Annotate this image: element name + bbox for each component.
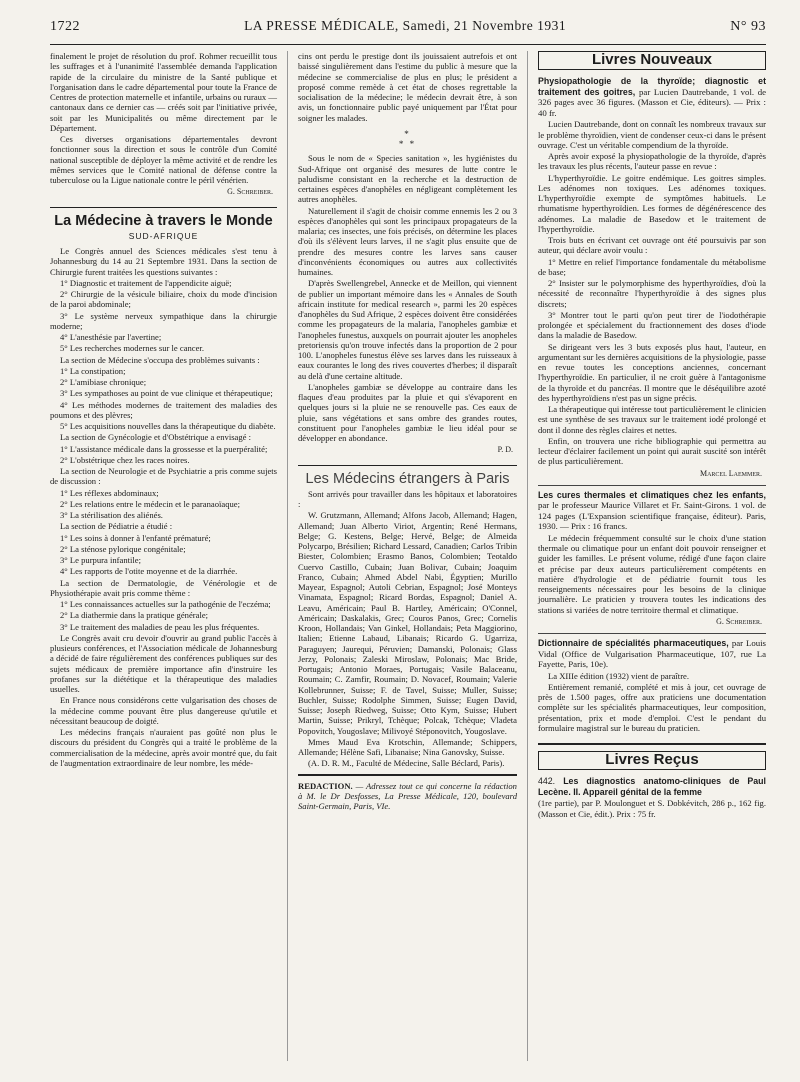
paragraph: Enfin, on trouvera une riche bibliographie qui permettra au lecteur d'éclairer facilement un point qui aurait suscité son intérêt de plus particulièrement. [538, 435, 766, 467]
column-2 [288, 51, 528, 1061]
signature: P. D. [497, 445, 513, 455]
paragraph: Ces diverses organisations départementales devront fonctionner sous la direction et sous le contrôle d'un Comité national susceptible de déployer la même activité et de rendre les mêmes services que le Comité national de défense contre la tuberculose ou la Ligue nationale contre le péril vénérien. [50, 134, 277, 185]
redaction-notice [298, 781, 517, 812]
signature: G. Schreiber. [227, 187, 273, 197]
paragraph: Le médecin fréquemment consulté sur le choix d'une station thermale ou climatique pour un enfant doit pouvoir renseigner et guider les familles. Le présent volume, rédigé d'une façon claire et précise par deux auteurs particulièrement compétents en matière d'hydrologie et de pédiatrie fournit tous les renseignements nécessaires pour les besoins de la clinique journalière. Le praticien y trouvera toutes les indications des stations si variées de notre territoire thermal et climatique. [538, 532, 766, 615]
redaction-text: — Adressez tout ce qui concerne la rédaction à M. le Dr Desfosses, La Presse Médicale, 120, boulevard Saint-Germain, Paris, VIe. [298, 780, 517, 811]
paragraph: 3° Le traitement des maladies de peau les plus fréquentes. [60, 621, 260, 632]
book-meta: par Lucien Dautrebande, 1 vol. de 326 pages avec 36 figures. (Masson et Cie, éditeurs). — Prix : 40 fr. [538, 86, 766, 118]
paragraph: Après avoir exposé la physiopathologie de la thyroïde, d'après les travaux les plus récents, l'auteur passe en revue : [538, 151, 766, 172]
paragraph: 2° La sténose pylorique congénitale; [60, 543, 186, 554]
paragraph: 3° Le purpura infantile; [60, 555, 141, 565]
paragraph: La thérapeutique qui intéresse tout particulièrement le clinicien est une synthèse de ses travaux sur le traitement iodé prolongé et dont il donne des règles claires et nettes. [538, 404, 766, 435]
paragraph: La section de Médecine s'occupa des problèmes suivants : [60, 354, 260, 365]
column-1 [50, 51, 288, 1061]
book-review-header [538, 638, 766, 670]
paragraph: 2° Les relations entre le médecin et le paranaoïaque; [60, 498, 241, 509]
paragraph: Entièrement remanié, complété et mis à jour, cet ouvrage de près de 1.500 pages, offre aux praticiens une documentation complète sur les spécialités pharmaceutiques, leur composition, présentation, prix et mode d'emploi. C'est le pendant du formulaire magistral sur le bureau du praticien. [538, 681, 766, 733]
book-meta: par le professeur Maurice Villaret et Fr. Saint-Girons. 1 vol. de 124 pages (L'Expansion scientifique française, éditeur). Paris, 1930. — Prix : 16 francs. [538, 500, 766, 532]
received-title: Les diagnostics anatomo-cliniques de Paul Lecène. II. Appareil génital de la femme [538, 776, 766, 797]
page-number: 1722 [50, 19, 80, 34]
column-3 [528, 51, 766, 1061]
paragraph: 1° Les soins à donner à l'enfanté prématuré; [60, 532, 211, 543]
journal-name: LA PRESSE MÉDICALE, [244, 18, 399, 33]
book-title: Les cures thermales et climatiques chez les enfants, [538, 489, 766, 500]
paragraph: L'anopheles gambiæ se développe au contraire dans les flaques d'eau produites par la pluie et qui s'évaporent en quelques jours si la pluie ne se renouvelle pas. Ces eaux de pluie, sans végétations et sans ombre des grandes routes, constituent pour l'anopheles gambiæ le lieu idéal pour se développer en abondance. [298, 381, 517, 443]
section-title-medecins-etrangers: Les Médecins étrangers à Paris [298, 465, 517, 484]
paragraph: La XIIIe édition (1932) vient de paraître. [548, 670, 690, 681]
paragraph: Trois buts en écrivant cet ouvrage ont été poursuivis par son auteur, qui déclare avoir voulu : [538, 235, 766, 256]
book-review-header [538, 76, 766, 118]
paragraph: 3° Le système nerveux sympathique dans la chirurgie moderne; [50, 310, 277, 331]
book-title: Dictionnaire de spécialités pharmaceutiques, [538, 638, 729, 648]
paragraph: (A. D. R. M., Faculté de Médecine, Salle Béclard, Paris). [308, 758, 505, 769]
paragraph: 2° Insister sur le polymorphisme des hyperthyroïdies, d'où la nécessité de reconnaître l'hyperthyroïdie à des signes plus discrets; [538, 278, 766, 309]
paragraph: 1° La constipation; [60, 365, 126, 376]
paragraph: Les médecins français n'auraient pas goûté non plus le discours du président du Congrès qui a traité le problème de la commercialisation de la médecine, après avoir montré que, du fait de l'augmentation extraordinaire de leur nombre, les méde- [50, 727, 277, 768]
article-body [298, 153, 517, 443]
masthead-line [244, 18, 566, 34]
paragraph: Le Congrès avait cru devoir d'ouvrir au grand public l'accès à plusieurs conférences, et l'Association médicale de Johannesburg a décidé de faire régulièrement des conférences publiques sur des sujets médicaux de première importance afin d'instruire les profanes sur la diététique et la thérapeutique des maladies usuelles. [50, 632, 277, 694]
paragraph: La section de Gynécologie et d'Obstétrique a envisagé : [60, 432, 252, 443]
book-meta: par Louis Vidal (Office de Vulgarisation Pharmaceutique, 107, rue La Fayette, Paris, 10e). [538, 638, 766, 669]
received-number: 442. [538, 776, 556, 787]
book-title: Physiopathologie de la thyroïde; diagnostic et traitement des goitres, [538, 76, 766, 97]
paragraph: 4° L'anesthésie par l'avertine; [60, 332, 162, 342]
section-title-livres-nouveaux: Livres Nouveaux [538, 51, 766, 70]
paragraph: W. Grutzmann, Allemand; Alfons Jacob, Allemand; Hagen, Allemand; Juan Alberto Viriot, Argentin; René Hermans, Belge; G. Kestens, Belge; Hervé, Belge; de Almeida Polycarpo, Brésilien; Richard Lessard, Canadien; Carlos Tribin Biester, Colombien; Erasmo Banos, Colombien; Teotaldo Cuervo Castillo, Cubain; Juan Bolivar, Cubain; Joaquim Franco, Cubain; Ahmed Abdel Nabi, Égyptien; Murillo Mayear, Espagnol; Autoli Cebrian, Espagnol; José Monteys Vinamata, Espagnol; Ricard Bordas, Espagnol; Daniel A. Leavu, Américain; Paul B. Hartley, Américain; O'Connel, Américain; Daskalakis, Grec; Couros Panos, Grec; Cornelis Kroon, Hollandais; Van Ginkel, Hollandais; Peta Maggiorino, Italien; Etienne Labaud, Libanais; Ricardo G. Ugarriza, Paraguyen; Jaurequi, Péruvien; Damanski, Polonais; Glass Jerzy, Polonais; Zaleski Miroslaw, Polonais; Mac Bride, Portugais; Antonio Moraes, Portugais; Vasile Balaceanu, Roumain; C. Zamfir, Roumain; D. Novacef, Roumain; Valerie Kollebrunner, Suisse; F. de Tavel, Suisse; Muller, Suisse; Buchler, Suisse; Rodolphe Simmen, Suisse; Eugen David, Suisse; Joseph Riedweg, Suisse; Otto Kym, Suisse; Hubert Martin, Suisse; Prikryl, Tchèque; Polcak, Tchèque; Vladeta Popovitch, Yougoslave; Milivoyé Stéponovitch, Yougoslave. [298, 510, 517, 736]
paragraph: Se dirigeant vers les 3 buts exposés plus haut, l'auteur, en argumentant sur les dernières acquisitions de la physiologie, passe en revue toutes les conceptions anciennes, concernant l'hyperthyroïdie. En particulier, il ne croit guère à l'antagonisme de la thyroïde et du pancréas. Il montre que le déséquilibre azoté des hyperthyroïdiens n'est pas un signe précis. [538, 341, 766, 403]
section-title-medecine-monde: La Médecine à travers le Monde [50, 207, 277, 226]
paragraph: 3° Montrer tout le parti qu'on peut tirer de l'iodothérapie prolongée et spécialement du fractionnement des doses d'iode dans la maladie de Basedow. [538, 309, 766, 341]
divider [538, 633, 766, 634]
divider [538, 743, 766, 745]
article-body [50, 246, 277, 768]
paragraph: L'hyperthyroïdie. Le goitre endémique. Les goitres simples. Les adénomes non toxiques. Les adénomes toxiques. L'hyperthyroïdie exempte de symptômes habituels. Le rhumatisme hyperthyroïdien. Les formes de dégénérescence des adénomes. La maladie de Basedow et le traitement de l'hyperthyroïdie. [538, 172, 766, 234]
issue-number: N° 93 [730, 19, 766, 34]
paragraph: Lucien Dautrebande, dont on connaît les nombreux travaux sur le problème thyroïdien, vient de condenser ceux-ci dans le présent ouvrage. C'est un véritable compendium de la thyroïde. [538, 119, 766, 150]
paragraph: 1° L'assistance médicale dans la grossesse et la puerpéralité; [60, 443, 268, 454]
paragraph: 5° Les recherches modernes sur le cancer. [60, 343, 204, 354]
paragraph: 3° La stérilisation des aliénés. [60, 510, 163, 520]
paragraph: 2° L'amibiase chronique; [60, 377, 147, 387]
divider [538, 485, 766, 486]
paragraph: En France nous considérons cette vulgarisation des choses de la médecine comme pouvant être plus dangereuse qu'utile et nécessitant beaucoup de doigté. [50, 695, 277, 726]
paragraph: 1° Les connaissances actuelles sur la pathogénie de l'eczéma; [60, 599, 271, 609]
redaction-label: REDACTION. [298, 780, 353, 791]
paragraph: cins ont perdu le prestige dont ils jouissaient autrefois et ont baissé singulièrement dans l'estime du public à mesure que la médecine se commercialise de plus en plus; le président a proposé comme remède à cet état de choses regrettable la socialisation de la médecine; le médecin devrait être, à son avis, un fonctionnaire public payé uniquement par l'État pour soigner les malades. [298, 51, 517, 123]
paragraph: La section de Pédiatrie a étudié : [60, 521, 173, 532]
paragraph: finalement le projet de résolution du prof. Rohmer recueillit tous les suffrages et à l'unanimité l'assemblée demanda l'application rapide de la circulaire du ministre de la Santé publique et l'organisation dans le cadre départemental pour toute la France de Centres de protection maternelle et infantile, urbains ou ruraux — cantonaux dans ce dernier cas — créés soit par l'initiative privée, soit par les Municipalités ou même directement par le Département. [50, 51, 277, 133]
received-book-header [538, 776, 766, 797]
subtitle-sud-afrique: SUD-AFRIQUE [128, 230, 199, 241]
paragraph: 1° Diagnostic et traitement de l'appendicite aiguë; [60, 277, 232, 288]
book-review-header [538, 490, 766, 532]
section-title-livres-recus: Livres Reçus [538, 751, 766, 770]
book-review-body [538, 119, 766, 466]
paragraph: 1° Les réflexes abdominaux; [60, 487, 159, 498]
paragraph: Sous le nom de « Species sanitation », les hygiénistes du Sud-Afrique ont organisé des mesures de lutte contre le paludisme consistant en la recherche et la destruction de certaines espèces d'anophèles en négligeant complètement les autres anophèles. [298, 153, 517, 205]
paragraph: La section de Dermatologie, de Vénérologie et de Physiothérapie avait pris comme thème : [50, 577, 277, 598]
paragraph: 4° Les méthodes modernes de traitement des maladies des poumons et des plèvres; [50, 399, 277, 420]
paragraph: 2° L'obstétrique chez les races noires. [60, 454, 190, 465]
paragraph: 1° Mettre en relief l'importance fondamentale du métabolisme de base; [538, 256, 766, 277]
divider [298, 774, 517, 776]
signature: Marcel Laemmer. [699, 468, 762, 478]
signature: G. Schreiber. [716, 616, 762, 626]
paragraph: Sont arrivés pour travailler dans les hôpitaux et laboratoires : [298, 488, 517, 509]
columns [50, 51, 766, 1061]
paragraph: 2° La diathermie dans la pratique générale; [60, 610, 209, 621]
paragraph: Naturellement il s'agit de choisir comme ennemis les 2 ou 3 espèces d'anophèles qui sont les principaux propagateurs de la malaria; ces insectes, une fois précisés, on détermine les places d'où ils s'élèvent leurs larves, il ne s'agit plus ensuite que de prendre des mesures contre les larves sans causer d'inconvénients économiques ou autres aux collectivités humaines. [298, 205, 517, 277]
paragraph: 3° Les sympathoses au point de vue clinique et thérapeutique; [60, 388, 273, 399]
paragraph: 4° Les rapports de l'otite moyenne et de la diarrhée. [60, 566, 238, 577]
paragraph: 2° Chirurgie de la vésicule biliaire, choix du mode d'incision de la paroi abdominale; [50, 289, 277, 310]
book-review-body [538, 671, 766, 734]
header-rule [50, 44, 766, 45]
paragraph: Mmes Maud Eva Krotschin, Allemande; Schippers, Allemande; Hélène Safi, Libanaise; Nina Ganovsky, Suisse. [298, 736, 517, 757]
separator-stars: * * * [398, 128, 417, 149]
paragraph: 5° Les acquisitions nouvelles dans la thérapeutique du diabète. [60, 421, 276, 431]
book-review-body [538, 533, 766, 615]
issue-date: Samedi, 21 Novembre 1931 [402, 18, 567, 33]
paragraph: Le Congrès annuel des Sciences médicales s'est tenu à Johannesburg du 14 au 21 Septembre 1931. Dans la section de Chirurgie furent traitées les questions suivantes : [50, 246, 277, 277]
paragraph: D'après Swellengrebel, Annecke et de Meillon, qui viennent de publier un important mémoire dans les « Annales de South africain institute for medical research », parmi les 20 espèces d'anophèles du Sud Afrique, 2 espèces doivent être considérées comme les propagateurs de la malaria, l'anopheles gambiæ et l'anopheles funestus, auxquels on pourrait ajouter les anopheles pretoriensis qu'on trouve infectés dans la proportion de 2 pour 100. L'anopheles funestus élève ses larves dans les ruisseaux à eaux courantes le long des rives couvertes d'herbes; il disparaît au delà d'une certaine altitude. [298, 278, 517, 381]
running-head [50, 18, 766, 40]
paragraph: La section de Neurologie et de Psychiatrie a pris comme sujets de discussion : [50, 466, 277, 487]
received-meta: (1re partie), par P. Moulonguet et S. Dobkévitch, 286 p., 162 fig. (Masson et Cie, édit.). Prix : 75 fr. [538, 798, 766, 819]
